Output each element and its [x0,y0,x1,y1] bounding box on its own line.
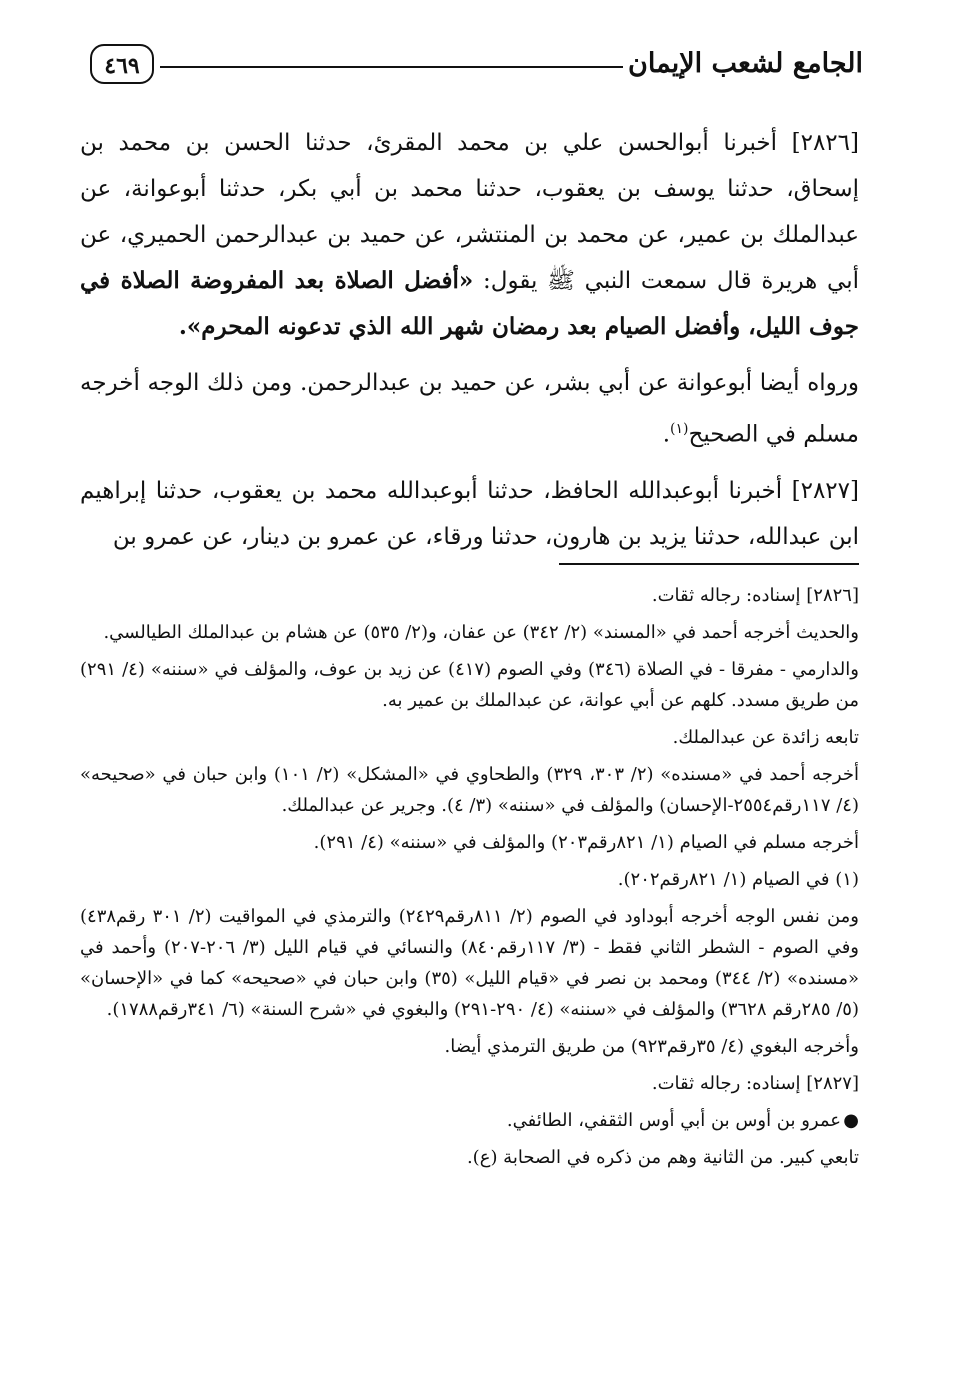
header-rule [160,66,623,68]
note-end: . [662,421,670,448]
narrator-name: عمرو بن أوس بن أبي أوس الثقفي، الطائفي. [506,1110,841,1131]
note-text: ورواه أيضا أبوعوانة عن أبي بشر، عن حميد بن عبدالرحمن. ومن ذلك الوجه أخرجه مسلم في الصحيح [80,370,859,448]
footnote-line: تابعي كبير. من الثانية وهم من ذكره في الصحابة (ع). [466,1147,859,1168]
footnote-line: والحديث أخرجه أحمد في «المسند» (٢/ ٣٤٢) عن عفان، و(٢/ ٥٣٥) عن هشام بن عبدالملك الطيالسي. [103,622,859,643]
hadith-2826 [80,120,859,350]
footnote-divider [559,563,859,565]
page-number: ٤٦٩ [90,44,154,84]
footnotes [80,580,859,1179]
footnote-line: [٢٨٢٧] إسناده: رجاله ثقات. [651,1073,859,1094]
footnote-line: وأخرجه البغوي (٤/ ٣٥رقم٩٢٣) من طريق الترمذي أيضا. [444,1036,859,1057]
footnote-line: أخرجه أحمد في «مسنده» (٢/ ٣٠٣، ٣٢٩) والطحاوي في «المشكل» (٢/ ١٠١) وابن حبان في «صحيحه» (٤/ ١١٧رقم٢٥٥٤-الإحسان) والمؤلف في «سننه» (٣/ ٤). وجرير عن عبدالملك. [80,764,859,816]
hadith-2826-isnad: [٢٨٢٦] أخبرنا أبوالحسن علي بن محمد المقرئ، حدثنا الحسن بن محمد بن إسحاق، حدثنا يوسف بن يعقوب، حدثنا محمد بن أبي بكر، حدثنا أبوعوانة، عن عبدالملك بن عمير، عن محمد بن المنتشر، عن حميد بن عبدالرحمن الحميري، عن أبي هريرة قال سمعت النبي ﷺ يقول: [80,130,859,294]
hadith-2827: [٢٨٢٧] أخبرنا أبوعبدالله الحافظ، حدثنا أبوعبدالله محمد بن يعقوب، حدثنا إبراهيم ابن عبدالله، حدثنا يزيد بن هارون، حدثنا ورقاء، عن عمرو بن دينار، عن عمرو بن [80,477,859,550]
footnote-line: أخرجه مسلم في الصيام (١/ ٨٢١رقم٢٠٣) والمؤلف في «سننه» (٤/ ٢٩١). [313,832,859,853]
footnote-line: والدارمي - مفرقا - في الصلاة (٣٤٦) وفي الصوم (٤١٧) عن زيد بن عوف، والمؤلف في «سننه» (٤/ ٢٩١) من طريق مسدد. كلهم عن أبي عوانة، عن عبدالملك بن عمير به. [80,659,859,711]
footnote-line: [٢٨٢٦] إسناده: رجاله ثقات. [651,585,859,606]
running-title: الجامع لشعب الإيمان [628,48,863,79]
bullet-icon: ● [843,1110,859,1131]
hadith-2826-matn: «أفضل الصلاة بعد المفروضة الصلاة في جوف الليل، وأفضل الصيام بعد رمضان شهر الله الذي تدعونه المحرم». [80,267,859,340]
footnote-1: (١) في الصيام (١/ ٨٢١رقم٢٠٢). [617,869,859,890]
footnote-line: تابعه زائدة عن عبدالملك. [672,727,859,748]
main-text [80,120,859,570]
hadith-2826-note [80,360,859,458]
narrator-entry [80,1105,859,1136]
footnote-line: ومن نفس الوجه أخرجه أبوداود في الصوم (٢/ ٨١١رقم٢٤٢٩) والترمذي في المواقيت (٢/ ٣٠١ رقم٤٣٨) وفي الصوم - الشطر الثاني فقط - (٣/ ١١٧رقم٨٤٠) والنسائي في قيام الليل (٣/ ٢٠٦-٢٠٧) وأحمد في «مسنده» (٢/ ٣٤٤) ومحمد بن نصر في «قيام الليل» (٣٥) وابن حبان في «صحيحه» كما في «الإحسان» (٥/ ٢٨٥رقم ٣٦٢٨) والمؤلف في «سننه» (٤/ ٢٩٠-٢٩١) والبغوي في «شرح السنة» (٦/ ٣٤١رقم١٧٨٨). [80,906,859,1020]
footnote-ref-1[interactable]: (١) [670,421,689,437]
page-header [90,38,863,98]
